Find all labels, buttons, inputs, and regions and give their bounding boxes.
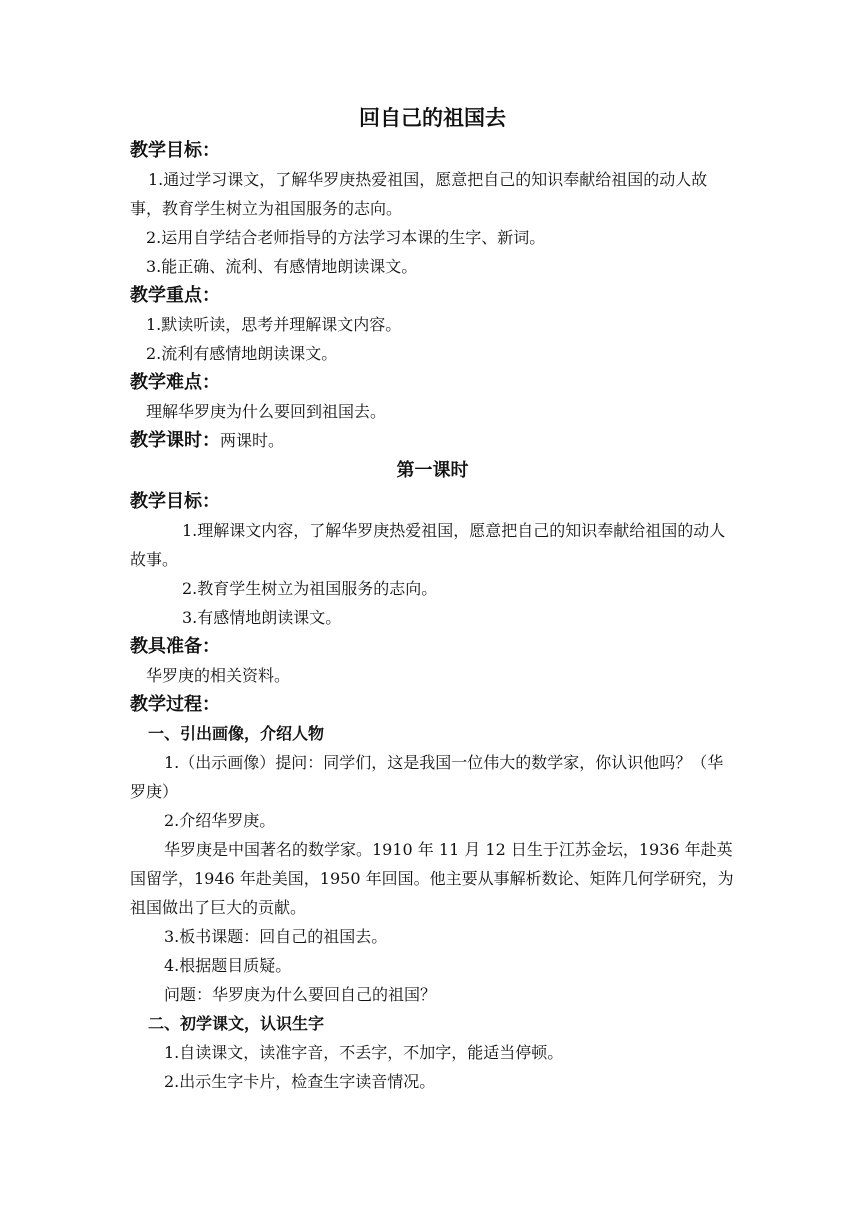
section2-item: 2.出示生字卡片，检查生字读音情况。 [164, 1072, 436, 1091]
tools-text: 华罗庚的相关资料。 [146, 666, 291, 685]
section2-title: 二、初学课文，认识生字 [148, 1014, 325, 1033]
key-point-item: 1.默读听读，思考并理解课文内容。 [146, 315, 402, 334]
section2-item: 1.自读课文，读准字音，不丢字，不加字，能适当停顿。 [164, 1043, 564, 1062]
hours-heading: 教学课时： [130, 430, 220, 451]
document-page [130, 102, 735, 1096]
lesson1-goal-item: 2.教育学生树立为祖国服务的志向。 [182, 579, 438, 598]
goals-heading: 教学目标： [130, 140, 220, 161]
section1-item: 1.（出示画像）提问：同学们，这是我国一位伟大的数学家，你认识他吗？（华罗庚） [130, 753, 724, 801]
section1-item: 2.介绍华罗庚。 [164, 811, 276, 830]
difficulty-heading: 教学难点： [130, 372, 220, 393]
lesson1-goals-heading: 教学目标： [130, 491, 220, 512]
section1-item: 华罗庚是中国著名的数学家。1910 年 11 月 12 日生于江苏金坛，1936 年赴英国留学，1946 年赴美国，1950 年回国。他主要从事解析数论、矩阵几何学研究，为祖国做出了巨大的贡献。 [130, 840, 734, 917]
goal-item: 3.能正确、流利、有感情地朗读课文。 [146, 257, 418, 276]
goal-item: 1.通过学习课文，了解华罗庚热爱祖国，愿意把自己的知识奉献给祖国的动人故事，教育学生树立为祖国服务的志向。 [130, 170, 708, 218]
hours-value: 两课时。 [220, 431, 285, 450]
lesson1-goal-item: 1.理解课文内容，了解华罗庚热爱祖国，愿意把自己的知识奉献给祖国的动人故事。 [130, 521, 726, 569]
goal-item: 2.运用自学结合老师指导的方法学习本课的生字、新词。 [146, 228, 546, 247]
section1-title: 一、引出画像，介绍人物 [148, 724, 325, 743]
section1-item: 4.根据题目质疑。 [164, 956, 292, 975]
tools-heading: 教具准备： [130, 636, 220, 657]
section1-item: 3.板书课题：回自己的祖国去。 [164, 927, 388, 946]
hours-row [130, 426, 735, 455]
section1-item: 问题：华罗庚为什么要回自己的祖国？ [164, 985, 437, 1004]
document-title: 回自己的祖国去 [359, 105, 506, 130]
lesson1-title: 第一课时 [396, 460, 469, 481]
difficulty-text: 理解华罗庚为什么要回到祖国去。 [146, 402, 387, 421]
key-point-item: 2.流利有感情地朗读课文。 [146, 344, 338, 363]
lesson1-goal-item: 3.有感情地朗读课文。 [182, 608, 342, 627]
key-points-heading: 教学重点： [130, 285, 220, 306]
process-heading: 教学过程： [130, 694, 220, 715]
